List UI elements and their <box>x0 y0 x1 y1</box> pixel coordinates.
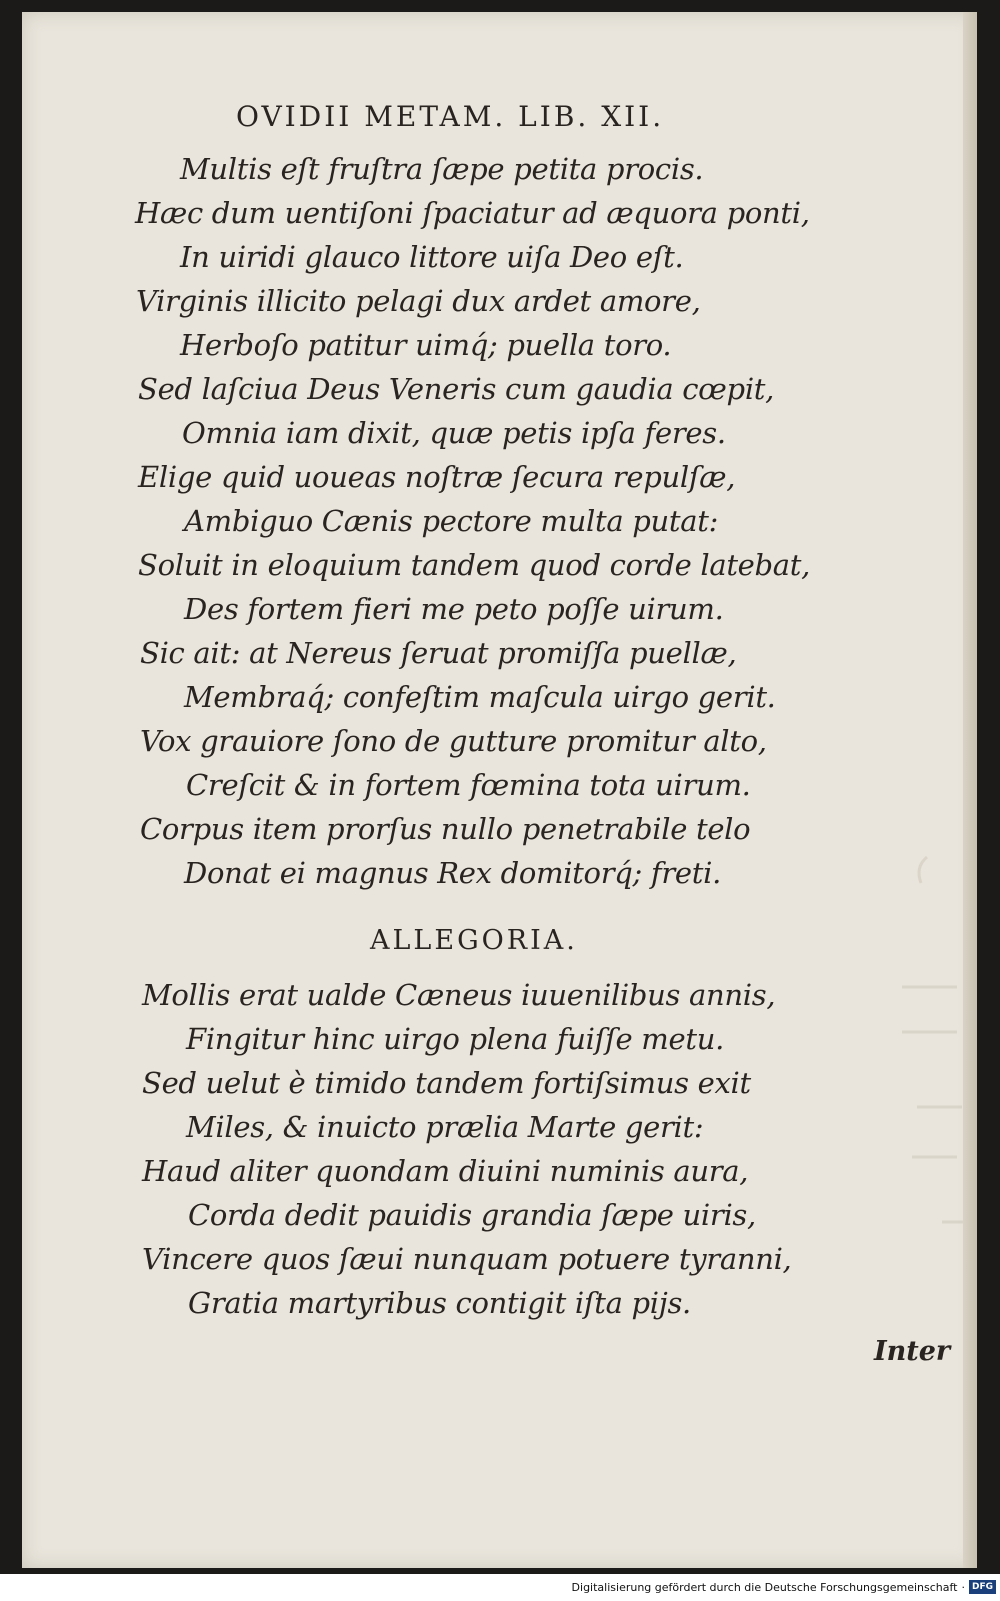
allegoria-line: Vincere quos ſæui nunquam potuere tyranni, <box>142 1242 792 1276</box>
verse-line: Soluit in eloquium tandem quod corde latebat, <box>138 548 811 582</box>
verse-line: Vox grauiore ſono de gutture promitur alto, <box>140 724 767 758</box>
dfg-logo: DFG <box>969 1580 996 1594</box>
verse-line: Elige quid uoueas noſtræ ſecura repulſæ, <box>138 460 736 494</box>
verse-line: Virginis illicito pelagi dux ardet amore, <box>136 284 701 318</box>
verse-line: Omnia iam dixit, quæ petis ipſa feres. <box>182 416 726 450</box>
verse-line: Des fortem fieri me peto poſſe uirum. <box>184 592 724 626</box>
verse-line: Membraq́; confeſtim maſcula uirgo gerit. <box>184 680 776 714</box>
credit-text: Digitalisierung gefördert durch die Deutsche Forschungsgemeinschaft <box>571 1580 958 1594</box>
verse-line: Donat ei magnus Rex domitorq́; freti. <box>184 856 722 890</box>
verse-line: Herboſo patitur uimq́; puella toro. <box>180 328 672 362</box>
allegoria-line: Haud aliter quondam diuini numinis aura, <box>142 1154 749 1188</box>
allegoria-line: Corda dedit pauidis grandia ſæpe uiris, <box>188 1198 756 1232</box>
verse-line: Hæc dum uentiſoni ſpaciatur ad æquora ponti, <box>135 196 810 230</box>
verse-line: Ambiguo Cænis pectore multa putat: <box>184 504 719 538</box>
allegoria-line: Sed uelut è timido tandem fortiſsimus exit <box>142 1066 751 1100</box>
verse-line: Sed laſciua Deus Veneris cum gaudia cœpit, <box>138 372 775 406</box>
section-title: ALLEGORIA. <box>370 925 578 956</box>
verse-line: Sic ait: at Nereus ſeruat promiſſa puellæ, <box>140 636 737 670</box>
allegoria-line: Mollis erat ualde Cæneus iuuenilibus annis, <box>142 978 776 1012</box>
running-head: OVIDII METAM. LIB. XII. <box>236 100 665 133</box>
digitization-credit <box>572 1580 996 1594</box>
verse-line: Corpus item prorſus nullo penetrabile telo <box>140 812 751 846</box>
verse-line: In uiridi glauco littore uiſa Deo eſt. <box>180 240 684 274</box>
separator-dot: · <box>961 1580 965 1594</box>
page-edge <box>963 12 977 1568</box>
allegoria-line: Miles, & inuicto prælia Marte gerit: <box>186 1110 704 1144</box>
allegoria-line: Gratia martyribus contigit iſta pijs. <box>188 1286 691 1320</box>
verse-line: Creſcit & in fortem fœmina tota uirum. <box>186 768 751 802</box>
allegoria-line: Fingitur hinc uirgo plena fuiſſe metu. <box>186 1022 725 1056</box>
catchword: Inter <box>874 1336 951 1367</box>
verse-line: Multis eſt fruſtra ſæpe petita procis. <box>180 152 704 186</box>
